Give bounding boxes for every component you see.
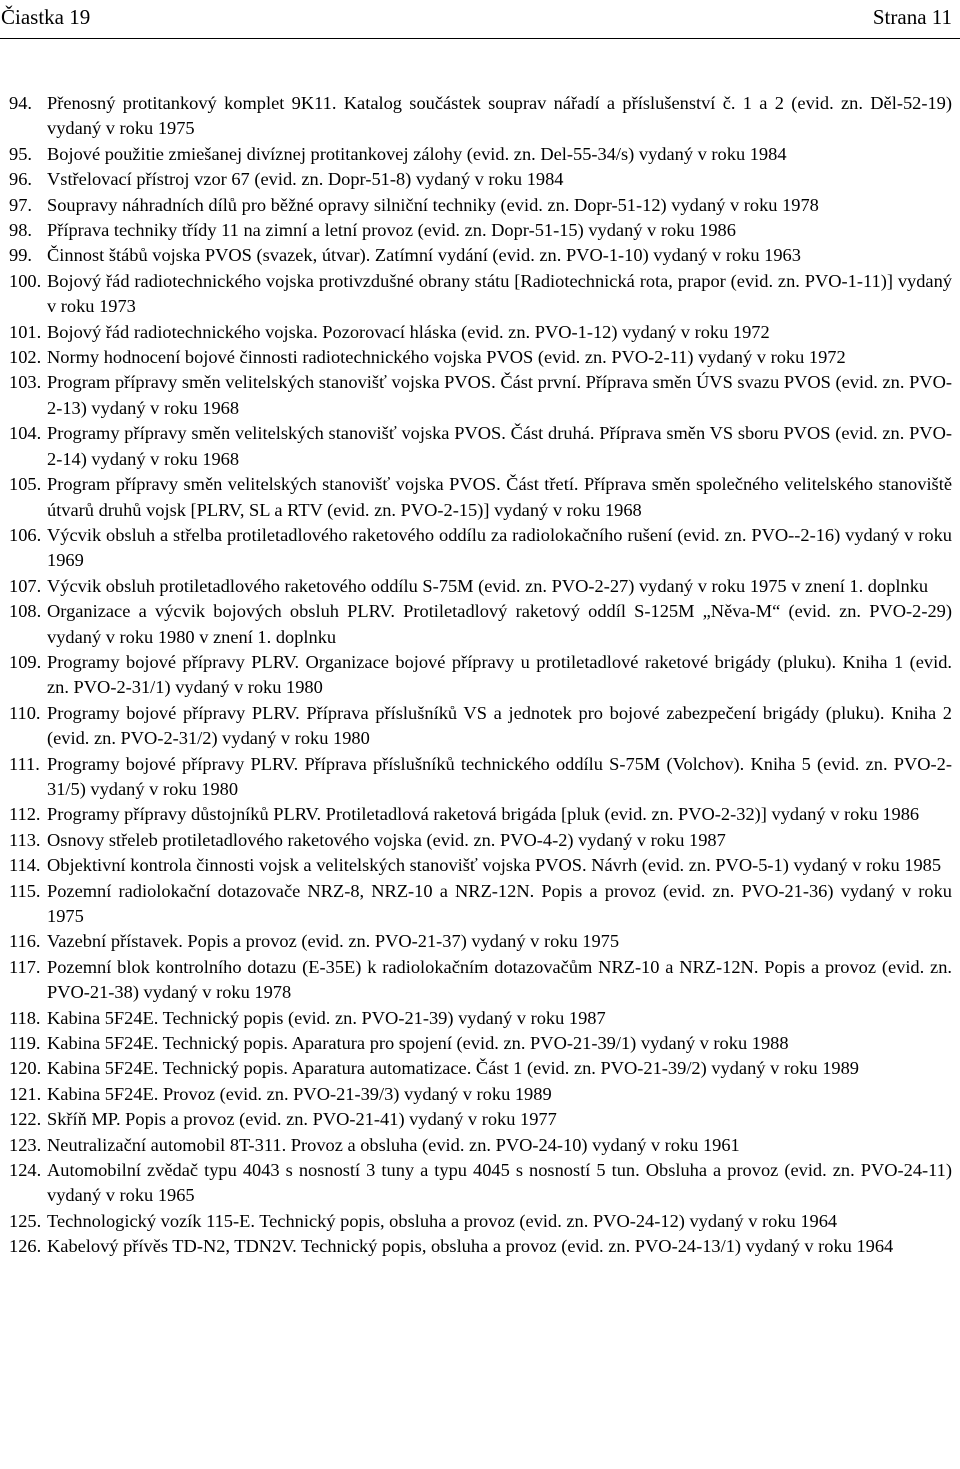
entry-text: Vazební přístavek. Popis a provoz (evid. zn. PVO-21-37) vydaný v roku 1975 [47,931,620,952]
entry-number: 97. [9,194,32,215]
entry-number: 121. [9,1083,42,1104]
entry-number: 102. [9,347,42,368]
list-item [0,269,952,320]
list-item [0,167,952,192]
entry-text: Automobilní zvědač typu 4043 s nosností 3 tuny a typu 4045 s nosností 5 tun. Obsluha a provoz (evid. zn. PVO-24-11) vydaný v roku 1965 [47,1160,952,1206]
entry-text: Osnovy střeleb protiletadlového raketového vojska (evid. zn. PVO-4-2) vydaný v roku 1987 [47,829,726,850]
entry-text: Programy přípravy směn velitelských stanovišť vojska PVOS. Část druhá. Příprava směn VS sboru PVOS (evid. zn. PVO-2-14) vydaný v roku 1968 [47,423,952,469]
entry-text: Činnost štábů vojska PVOS (svazek, útvar). Zatímní vydání (evid. zn. PVO-1-10) vydaný v roku 1963 [47,245,801,266]
entry-text: Přenosný protitankový komplet 9K11. Katalog součástek souprav nářadí a příslušenství č. 1 a 2 (evid. zn. Děl-52-19) vydaný v roku 1975 [47,93,952,139]
entry-number: 96. [9,169,32,190]
list-item [0,1082,952,1107]
entry-number: 124. [9,1160,42,1181]
list-item [0,1006,952,1031]
list-item [0,1209,952,1234]
list-item [0,1031,952,1056]
list-item [0,1056,952,1081]
entry-text: Programy bojové přípravy PLRV. Organizace bojové přípravy u protiletadlové raketové brigády (pluku). Kniha 1 (evid. zn. PVO-2-31/1) vydaný v roku 1980 [47,651,952,698]
entry-number: 114. [9,855,41,876]
entry-number: 126. [9,1236,42,1257]
list-item [0,320,952,345]
header-divider [0,38,960,39]
entry-number: 117. [9,956,41,977]
entry-text: Pozemní radiolokační dotazovače NRZ-8, NRZ-10 a NRZ-12N. Popis a provoz (evid. zn. PVO-21-36) vydaný v roku 1975 [47,880,952,926]
entry-text: Pozemní blok kontrolního dotazu (E-35E) k radiolokačním dotazovačům NRZ-10 a NRZ-12N. Popis a provoz (evid. zn. PVO-21-38) vydaný v roku 1978 [47,956,952,1003]
list-item [0,218,952,243]
list-item [0,1107,952,1132]
list-item [0,929,952,954]
entry-text: Objektivní kontrola činnosti vojsk a velitelských stanovišť vojska PVOS. Návrh (evid. zn. PVO-5-1) vydaný v roku 1985 [47,855,942,876]
list-item [0,1133,952,1158]
list-item [0,879,952,930]
entry-number: 115. [9,880,41,901]
entry-text: Programy přípravy důstojníků PLRV. Protiletadlová raketová brigáda [pluk (evid. zn. PVO-2-32)] vydaný v roku 1986 [47,804,920,825]
list-item [0,599,952,650]
entry-text: Program přípravy směn velitelských stanovišť vojska PVOS. Část třetí. Příprava směn společného velitelského stanoviště útvarů druhů vojsk [PLRV, SL a RTV (evid. zn. PVO-2-15)] vydaný v roku 1968 [47,474,952,520]
entry-number: 108. [9,601,42,622]
entry-text: Bojový řád radiotechnického vojska. Pozorovací hláska (evid. zn. PVO-1-12) vydaný v roku 1972 [47,321,770,342]
entry-number: 107. [9,575,42,596]
entry-text: Normy hodnocení bojové činnosti radiotechnického vojska PVOS (evid. zn. PVO-2-11) vydaný v roku 1972 [47,347,846,368]
entry-number: 109. [9,651,42,672]
list-item [0,1234,952,1259]
entry-number: 101. [9,321,42,342]
list-item [0,91,952,142]
list-item [0,1158,952,1209]
entry-text: Kabina 5F24E. Technický popis (evid. zn. PVO-21-39) vydaný v roku 1987 [47,1007,606,1028]
entry-number: 118. [9,1007,41,1028]
list-item [0,701,952,752]
entry-number: 111. [9,753,40,774]
entry-number: 116. [9,931,41,952]
entry-text: Soupravy náhradních dílů pro běžné opravy silniční techniky (evid. zn. Dopr-51-12) vydaný v roku 1978 [47,194,819,215]
entry-text: Kabina 5F24E. Technický popis. Aparatura automatizace. Část 1 (evid. zn. PVO-21-39/2) vydaný v roku 1989 [47,1058,859,1079]
entry-number: 123. [9,1134,42,1155]
entry-number: 94. [9,93,32,113]
entry-number: 99. [9,245,32,266]
list-item [0,523,952,574]
entry-number: 113. [9,829,41,850]
issue-label: Čiastka 19 [1,5,91,29]
entry-text: Vstřelovací přístroj vzor 67 (evid. zn. Dopr-51-8) vydaný v roku 1984 [47,169,564,190]
entry-number: 98. [9,220,32,241]
entry-number: 95. [9,143,32,164]
list-item [0,955,952,1006]
entry-text: Bojové použitie zmiešanej divíznej protitankovej zálohy (evid. zn. Del-55-34/s) vydaný v roku 1984 [47,143,787,164]
entry-number: 104. [9,423,42,444]
entry-text: Kabina 5F24E. Technický popis. Aparatura pro spojení (evid. zn. PVO-21-39/1) vydaný v roku 1988 [47,1033,789,1054]
list-item [0,752,952,803]
document-entry-list [0,91,952,1260]
entry-text: Příprava techniky třídy 11 na zimní a letní provoz (evid. zn. Dopr-51-15) vydaný v roku 1986 [47,220,736,241]
entry-text: Program přípravy směn velitelských stanovišť vojska PVOS. Část první. Příprava směn ÚVS svazu PVOS (evid. zn. PVO-2-13) vydaný v roku 1968 [47,372,952,418]
entry-text: Bojový řád radiotechnického vojska protivzdušné obrany státu [Radiotechnická rota, prapor (evid. zn. PVO-1-11)] vydaný v roku 1973 [47,270,952,317]
entry-number: 110. [9,702,41,723]
entry-text: Skříň MP. Popis a provoz (evid. zn. PVO-21-41) vydaný v roku 1977 [47,1109,557,1130]
list-item [0,370,952,421]
entry-number: 100. [9,270,42,291]
entry-text: Kabelový přívěs TD-N2, TDN2V. Technický popis, obsluha a provoz (evid. zn. PVO-24-13/1) vydaný v roku 1964 [47,1236,894,1257]
list-item [0,802,952,827]
list-item [0,345,952,370]
entry-text: Kabina 5F24E. Provoz (evid. zn. PVO-21-39/3) vydaný v roku 1989 [47,1083,552,1104]
list-item [0,421,952,472]
entry-number: 105. [9,474,42,495]
entry-number: 122. [9,1109,42,1130]
entry-number: 112. [9,804,41,825]
list-item [0,142,952,167]
list-item [0,193,952,218]
entry-number: 125. [9,1210,42,1231]
list-item [0,243,952,268]
entry-number: 119. [9,1033,41,1054]
entry-text: Výcvik obsluh protiletadlového raketového oddílu S-75M (evid. zn. PVO-2-27) vydaný v roku 1975 v znení 1. doplnku [47,575,929,596]
entry-text: Neutralizační automobil 8T-311. Provoz a obsluha (evid. zn. PVO-24-10) vydaný v roku 1961 [47,1134,740,1155]
page-number: Strana 11 [872,5,952,29]
entry-text: Programy bojové přípravy PLRV. Příprava příslušníků technického oddílu S-75M (Volchov). Kniha 5 (evid. zn. PVO-2-31/5) vydaný v roku 1980 [47,753,952,799]
list-item [0,574,952,599]
entry-text: Organizace a výcvik bojových obsluh PLRV. Protiletadlový raketový oddíl S-125M „Něva-M“ (evid. zn. PVO-2-29) vydaný v roku 1980 v znení 1. doplnku [47,601,952,647]
entry-number: 120. [9,1058,42,1079]
entry-text: Výcvik obsluh a střelba protiletadlového raketového oddílu za radiolokačního rušení (evid. zn. PVO--2-16) vydaný v roku 1969 [47,524,952,571]
entry-text: Technologický vozík 115-E. Technický popis, obsluha a provoz (evid. zn. PVO-24-12) vydaný v roku 1964 [47,1210,838,1231]
list-item [0,853,952,878]
list-item [0,828,952,853]
entry-number: 103. [9,372,42,393]
list-item [0,472,952,523]
page-header [0,5,952,33]
entry-text: Programy bojové přípravy PLRV. Příprava příslušníků VS a jednotek pro bojové zabezpečení brigády (pluku). Kniha 2 (evid. zn. PVO-2-31/2) vydaný v roku 1980 [47,702,952,749]
list-item [0,650,952,701]
entry-number: 106. [9,524,42,545]
